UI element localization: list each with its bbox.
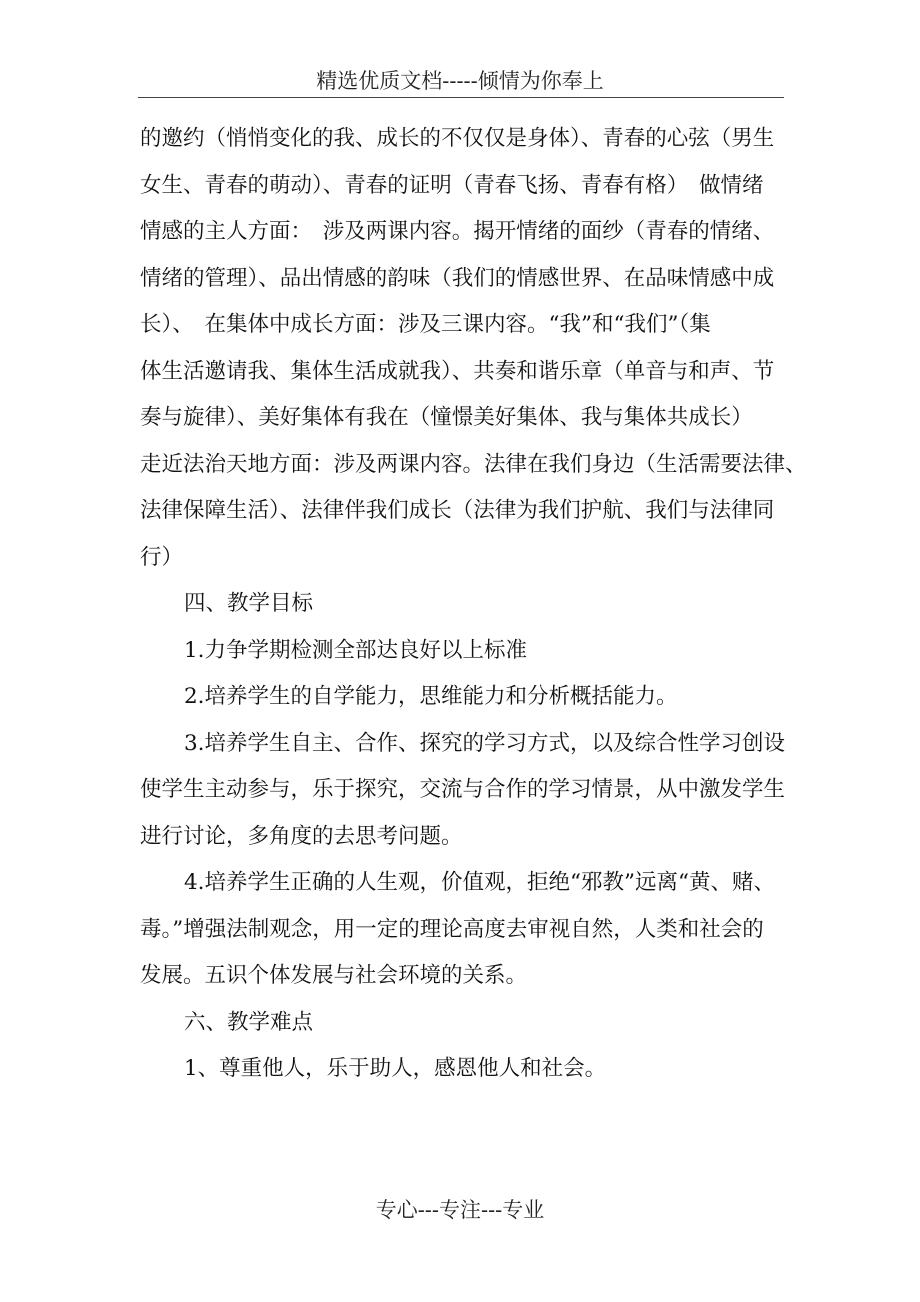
text-line: 的邀约（悄悄变化的我、成长的不仅仅是身体）、青春的心弦（男生	[140, 126, 775, 151]
goal-item-3-cont: 进行讨论，多角度的去思考问题。	[140, 823, 463, 849]
page-footer: 专心---专注---专业	[375, 1198, 545, 1222]
difficulty-item-1: 1、尊重他人，乐于助人，感恩他人和社会。	[184, 1056, 607, 1081]
text-line: 法律保障生活）、法律伴我们成长（法律为我们护航、我们与法律同	[140, 498, 775, 523]
text-line: 长）、 在集体中成长方面：涉及三课内容。“我”和“我们”（集	[140, 312, 711, 337]
goal-item-4: 4.培养学生正确的人生观，价值观，拒绝“邪教”远离“黄、赌、	[184, 870, 775, 895]
goal-item-3: 3.培养学生自主、合作、探究的学习方式，以及综合性学习创设	[184, 730, 786, 756]
goal-item-1: 1.力争学期检测全部达良好以上标准	[184, 637, 528, 663]
document-body	[140, 116, 807, 1093]
text-line: 体生活邀请我、集体生活成就我）、共奏和谐乐章（单音与和声、节	[140, 358, 775, 384]
goal-item-3-cont: 使学生主动参与，乐于探究，交流与合作的学习情景，从中激发学生	[140, 777, 786, 802]
section-heading-goals: 四、教学目标	[184, 591, 314, 616]
page-header: 精选优质文档-----倾情为你奉上	[316, 69, 604, 93]
goal-item-2: 2.培养学生的自学能力，思维能力和分析概括能力。	[184, 684, 678, 709]
text-line: 情绪的管理）、品出情感的韵味（我们的情感世界、在品味情感中成	[140, 265, 775, 291]
text-line: 女生、青春的萌动）、青春的证明（青春飞扬、青春有格） 做情绪	[140, 172, 764, 198]
section-heading-difficulties: 六、教学难点	[184, 1009, 314, 1035]
text-line: 情感的主人方面： 涉及两课内容。揭开情绪的面纱（青春的情绪、	[140, 219, 775, 244]
text-line: 行）	[140, 544, 184, 570]
goal-item-4-cont: 发展。五识个体发展与社会环境的关系。	[140, 963, 528, 988]
goal-item-4-cont: 毒。”增强法制观念，用一定的理论高度去审视自然，人类和社会的	[140, 916, 764, 942]
text-line: 奏与旋律）、美好集体有我在（憧憬美好集体、我与集体共成长）	[140, 405, 753, 430]
text-line: 走近法治天地方面：涉及两课内容。法律在我们身边（生活需要法律、	[140, 451, 807, 477]
header-divider	[138, 97, 784, 98]
